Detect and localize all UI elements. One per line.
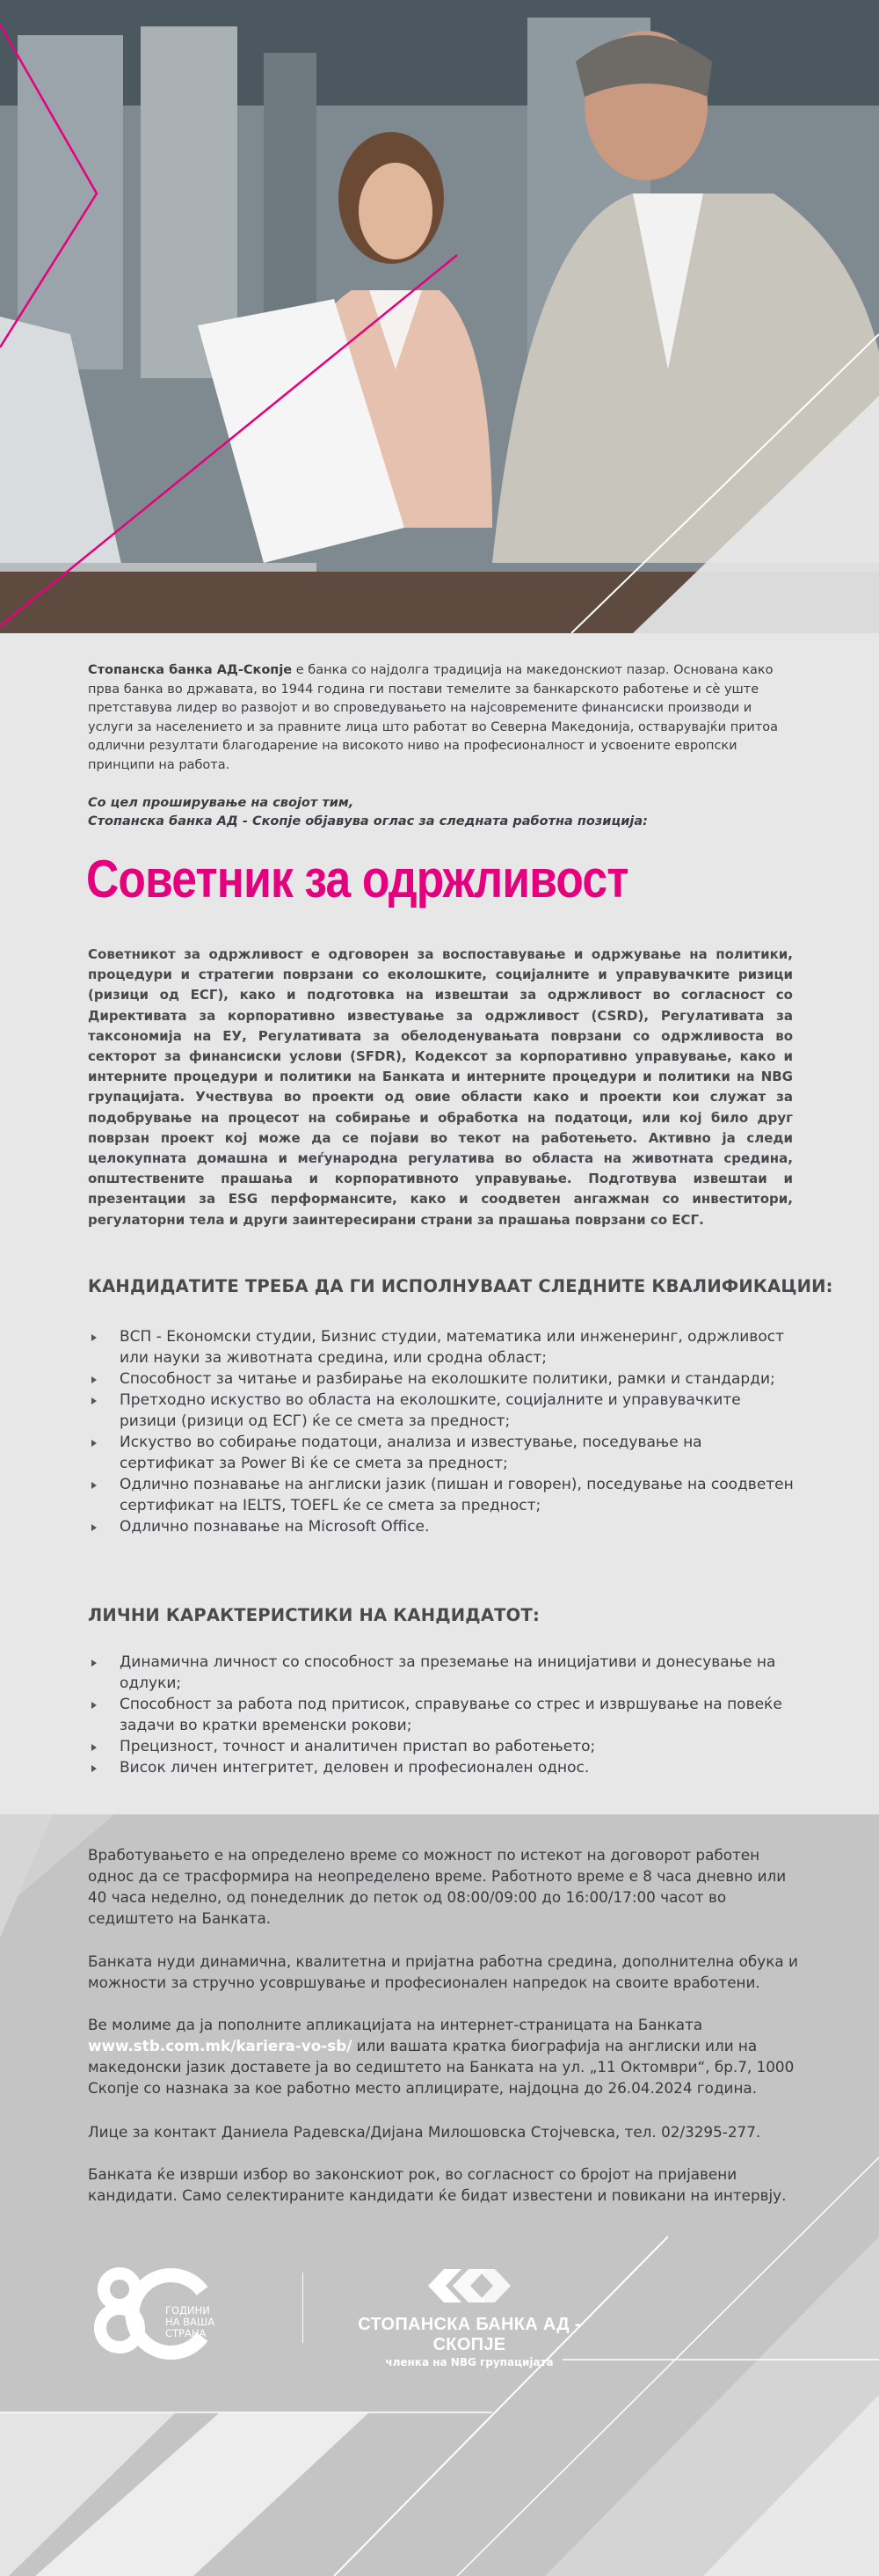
anniversary-caption xyxy=(165,2305,225,2339)
invite-line-1: Со цел проширување на својот тим, xyxy=(88,796,354,810)
intro-paragraph xyxy=(88,661,791,775)
list-item: Одлично познавање на англиски јазик (пишан и говорен), поседување на соодветен сертификат на IELTS, TOEFL ќе се смета за предност; xyxy=(88,1474,800,1516)
benefits-text: Банката нуди динамична, квалитетна и пријатна работна средина, дополнителна обука и можности за стручно усовршување и професионален напредок на своите вработени. xyxy=(88,1952,798,1991)
intro-bank-name: Стопанска банка АД-Скопје xyxy=(88,663,293,677)
anniversary-line-1: ГОДИНИ xyxy=(165,2304,210,2317)
application-text-b: или вашата кратка биографија на англиски или на македонски јазик доставете ја во седиштето на Банката на ул. „11 Октомври“, бр.7, 1000 Скопје со назнака за кое работно место аплицирате, најдоцна до 26.04.2024 година. xyxy=(88,2037,795,2097)
personal-list xyxy=(88,1652,800,1778)
selection-note: Банката ќе изврши избор во законскиот рок, во согласност со бројот на пријавени кандидати. Само селектираните кандидати ќе бидат известени и повикани на интервју. xyxy=(88,2165,787,2204)
list-item: Прецизност, точност и аналитичен пристап во работењето; xyxy=(88,1736,800,1757)
job-description: Советникот за одржливост е одговорен за воспоставување и одржување на политики, процедури и стратегии поврзани со еколошките, социјалните и управувачките ризици (ризици од ЕСГ), како и подготовка на извештаи за одржливост во согласност со Директивата за корпоративно известување за одржливост (CSRD), Регулативата за таксономија на ЕУ, Регулативата за обелоденувањата поврзани со одржливоста во секторот за финансиски услови (SFDR), Кодексот за корпоративно управување, како и интерните процедури и политики на Банката и интерните процедури и политики на NBG групацијата. Учествува во проекти од овие области како и проекти кои служат за подобрување на процесот на собирање и обработка на податоци, или кој било друг поврзан проект кој може да се појави во текот на работењето. Активно ја следи целокупната домашна и меѓународна регулатива во областа на животната средина, општествените прашања и корпоративното управување. Подготвува извештаи и презентации за ESG перформансите, како и соодветен ангажман со инвеститори, регулаторни тела и други заинтересирани страни за прашања поврзани со ЕСГ. xyxy=(88,946,793,1228)
stb-bank-sub: членка на NBG групацијата xyxy=(385,2356,554,2368)
list-item: Искуство во собирање податоци, анализа и известување, поседување на сертификат за Power Bi ќе се смета за предност; xyxy=(88,1432,800,1474)
list-item: Претходно искуство во областа на еколошките, социјалните и управувачките ризици (ризици од ЕСГ) ќе се смета за предност; xyxy=(88,1390,800,1432)
invite-line-2: Стопанска банка АД - Скопје објавува оглас за следната работна позиција: xyxy=(88,814,648,828)
stb-bank-name: СТОПАНСКА БАНКА АД - СКОПЈЕ xyxy=(358,2315,581,2354)
qualifications-list xyxy=(88,1326,800,1537)
careers-link[interactable]: www.stb.com.mk/kariera-vo-sb/ xyxy=(88,2037,352,2054)
job-title: Советник за одржливост xyxy=(86,850,628,909)
application-instructions xyxy=(88,2014,800,2098)
anniversary-line-2: НА ВАША СТРАНА xyxy=(165,2316,215,2339)
intro-text: е банка со најдолга традиција на македонскиот пазар. Основана како прва банка во државата, во 1944 година ги постави темелите за банкарското работење и сè уште претставува лидер во развојот и во спроведувањето на најсовремените финансиски производи и услуги за населението и за правните лица што работат во Северна Македонија, остварувајќи притоа одлични резултати благодарение на високото ниво на професионалност и усвоените европски принципи на работа. xyxy=(88,663,779,772)
stb-logo-icon xyxy=(421,2266,518,2306)
list-item: ВСП - Економски студии, Бизнис студии, математика или инженеринг, одржливост или науки за животната средина, или сродна област; xyxy=(88,1326,800,1368)
list-item xyxy=(88,1368,800,1390)
qualifications-heading: КАНДИДАТИТЕ ТРЕБА ДА ГИ ИСПОЛНУВААТ СЛЕДНИТЕ КВАЛИФИКАЦИИ: xyxy=(88,1276,833,1296)
anniversary-logo xyxy=(84,2258,225,2363)
list-item: Висок личен интегритет, деловен и професионален однос. xyxy=(88,1757,800,1778)
hero-photo xyxy=(0,0,879,633)
list-item: Способност за работа под притисок, справување со стрес и извршување на повеќе задачи во кратки временски рокови; xyxy=(88,1694,800,1736)
employment-terms: Вработувањето е на определено време со можност по истекот на договорот работен однос да се трасформира на неопределено време. Работното време е 8 часа дневно или 40 часа неделно, од понеделник до петок од 08:00/09:00 до 16:00/17:00 часот во седиштето на Банката. xyxy=(88,1846,787,1927)
personal-heading: ЛИЧНИ КАРАКТЕРИСТИКИ НА КАНДИДАТОТ: xyxy=(88,1605,540,1625)
stopanska-logo xyxy=(338,2266,601,2368)
list-item: Одлично познавање на Microsoft Office. xyxy=(88,1516,800,1537)
contact-person: Лице за контакт Даниела Радевска/Дијана Милошовска Стојчевска, тел. 02/3295-277. xyxy=(88,2123,761,2141)
footer-divider xyxy=(302,2273,303,2343)
application-text-a: Ве молиме да ја пополните апликацијата на интернет-страницата на Банката xyxy=(88,2016,703,2033)
list-item-text: Способност за читање и разбирање на еколошките политики, рамки и стандарди; xyxy=(120,1370,775,1388)
list-item: Динамична личност со способност за преземање на иницијативи и донесување на одлуки; xyxy=(88,1652,800,1694)
invite-block xyxy=(88,794,791,831)
